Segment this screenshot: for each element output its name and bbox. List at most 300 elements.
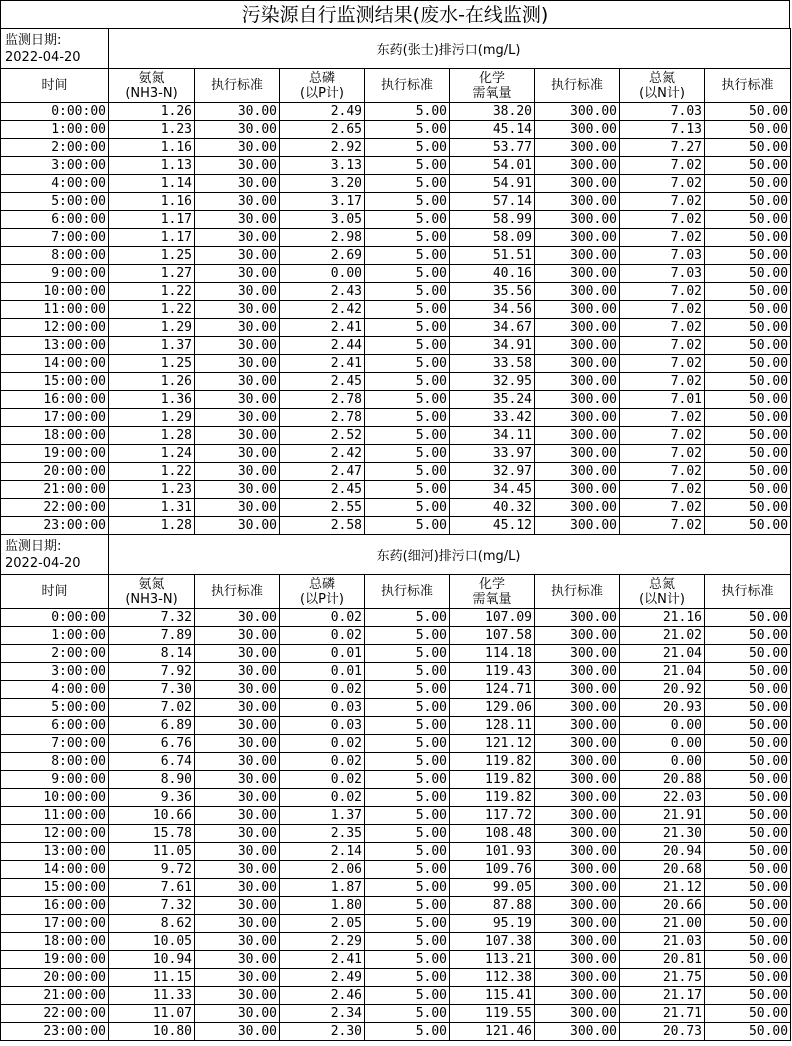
cell-time: 8:00:00 <box>1 247 109 265</box>
table-row <box>1 825 791 843</box>
cell-cod: 34.56 <box>450 301 535 319</box>
table-row <box>1 499 791 517</box>
cell-nh3: 11.33 <box>109 987 195 1005</box>
cell-time: 23:00:00 <box>1 1023 109 1041</box>
cell-std-nh3: 30.00 <box>195 717 280 735</box>
table-row <box>1 445 791 463</box>
monitoring-date-label: 监测日期: <box>5 538 62 554</box>
cell-std-cod: 300.00 <box>535 319 620 337</box>
report-title: 污染源自行监测结果(废水-在线监测) <box>0 0 790 28</box>
cell-tp: 2.35 <box>280 825 365 843</box>
cell-tp: 2.41 <box>280 355 365 373</box>
cell-tp: 2.65 <box>280 121 365 139</box>
cell-std-cod: 300.00 <box>535 951 620 969</box>
cell-nh3: 11.05 <box>109 843 195 861</box>
cell-std-cod: 300.00 <box>535 193 620 211</box>
cell-tp: 0.02 <box>280 753 365 771</box>
cell-cod: 58.09 <box>450 229 535 247</box>
cell-std-cod: 300.00 <box>535 861 620 879</box>
cell-std-cod: 300.00 <box>535 157 620 175</box>
cell-std-cod: 300.00 <box>535 609 620 627</box>
cell-tp: 0.03 <box>280 699 365 717</box>
table-row <box>1 681 791 699</box>
cell-tp: 2.69 <box>280 247 365 265</box>
cell-std-nh3: 30.00 <box>195 427 280 445</box>
cell-tn: 21.03 <box>620 933 705 951</box>
cell-std-tp: 5.00 <box>365 139 450 157</box>
cell-time: 15:00:00 <box>1 879 109 897</box>
cell-tp: 2.42 <box>280 301 365 319</box>
cell-std-nh3: 30.00 <box>195 879 280 897</box>
cell-std-tp: 5.00 <box>365 175 450 193</box>
cell-cod: 128.11 <box>450 717 535 735</box>
col-std-header <box>195 69 280 103</box>
cell-tn: 7.02 <box>620 409 705 427</box>
cell-cod: 53.77 <box>450 139 535 157</box>
table-row <box>1 517 791 535</box>
cell-tp: 2.43 <box>280 283 365 301</box>
cell-std-tn: 50.00 <box>705 987 791 1005</box>
col-nh3-header <box>109 69 195 103</box>
cell-time: 4:00:00 <box>1 681 109 699</box>
cell-tp: 0.02 <box>280 627 365 645</box>
cell-std-nh3: 30.00 <box>195 517 280 535</box>
cell-tn: 21.04 <box>620 663 705 681</box>
cell-time: 10:00:00 <box>1 283 109 301</box>
cell-std-cod: 300.00 <box>535 717 620 735</box>
cell-std-cod: 300.00 <box>535 789 620 807</box>
table-row <box>1 987 791 1005</box>
cell-std-nh3: 30.00 <box>195 609 280 627</box>
cell-nh3: 1.16 <box>109 139 195 157</box>
table-row <box>1 247 791 265</box>
section-header-row <box>1 29 791 69</box>
cell-std-tn: 50.00 <box>705 951 791 969</box>
cell-std-tn: 50.00 <box>705 175 791 193</box>
cell-time: 9:00:00 <box>1 771 109 789</box>
cell-std-tp: 5.00 <box>365 681 450 699</box>
cell-cod: 124.71 <box>450 681 535 699</box>
cell-std-tn: 50.00 <box>705 897 791 915</box>
header-text: 需氧量 <box>472 85 512 101</box>
section-header-row <box>1 535 791 575</box>
header-text: (以P计) <box>300 591 344 607</box>
col-std-header <box>365 575 450 609</box>
cell-std-tn: 50.00 <box>705 355 791 373</box>
cell-std-tn: 50.00 <box>705 1023 791 1041</box>
cell-std-tp: 5.00 <box>365 609 450 627</box>
cell-cod: 33.58 <box>450 355 535 373</box>
cell-std-tn: 50.00 <box>705 463 791 481</box>
table-row <box>1 789 791 807</box>
cell-std-tp: 5.00 <box>365 427 450 445</box>
cell-tn: 21.17 <box>620 987 705 1005</box>
cell-std-tn: 50.00 <box>705 103 791 121</box>
cell-cod: 119.82 <box>450 771 535 789</box>
cell-time: 11:00:00 <box>1 807 109 825</box>
table-row <box>1 753 791 771</box>
col-std-header <box>535 575 620 609</box>
cell-std-cod: 300.00 <box>535 409 620 427</box>
cell-std-tp: 5.00 <box>365 699 450 717</box>
cell-time: 2:00:00 <box>1 139 109 157</box>
cell-time: 13:00:00 <box>1 337 109 355</box>
cell-cod: 35.24 <box>450 391 535 409</box>
outlet-name: 东药(张士)排污口(mg/L) <box>109 29 791 69</box>
cell-std-tn: 50.00 <box>705 609 791 627</box>
cell-tp: 2.41 <box>280 319 365 337</box>
cell-std-nh3: 30.00 <box>195 103 280 121</box>
col-tn-header <box>620 69 705 103</box>
cell-std-nh3: 30.00 <box>195 211 280 229</box>
table-row <box>1 771 791 789</box>
cell-time: 15:00:00 <box>1 373 109 391</box>
cell-std-tn: 50.00 <box>705 427 791 445</box>
cell-std-tp: 5.00 <box>365 391 450 409</box>
cell-tn: 7.02 <box>620 445 705 463</box>
col-std-header <box>195 575 280 609</box>
cell-std-cod: 300.00 <box>535 879 620 897</box>
cell-tn: 21.91 <box>620 807 705 825</box>
cell-std-tp: 5.00 <box>365 951 450 969</box>
cell-std-nh3: 30.00 <box>195 265 280 283</box>
cell-tp: 0.02 <box>280 771 365 789</box>
cell-tp: 2.42 <box>280 445 365 463</box>
cell-time: 7:00:00 <box>1 229 109 247</box>
cell-tn: 7.01 <box>620 391 705 409</box>
header-text: 执行标准 <box>380 584 433 599</box>
cell-tn: 20.88 <box>620 771 705 789</box>
cell-tp: 2.45 <box>280 373 365 391</box>
cell-tn: 20.73 <box>620 1023 705 1041</box>
cell-std-nh3: 30.00 <box>195 933 280 951</box>
cell-nh3: 1.28 <box>109 517 195 535</box>
cell-std-tn: 50.00 <box>705 879 791 897</box>
cell-std-tp: 5.00 <box>365 355 450 373</box>
cell-cod: 115.41 <box>450 987 535 1005</box>
cell-std-cod: 300.00 <box>535 771 620 789</box>
table-row <box>1 265 791 283</box>
cell-nh3: 10.05 <box>109 933 195 951</box>
cell-std-tp: 5.00 <box>365 897 450 915</box>
cell-tn: 7.03 <box>620 247 705 265</box>
cell-nh3: 7.32 <box>109 609 195 627</box>
cell-nh3: 1.23 <box>109 481 195 499</box>
cell-time: 20:00:00 <box>1 463 109 481</box>
cell-std-tp: 5.00 <box>365 753 450 771</box>
cell-std-cod: 300.00 <box>535 517 620 535</box>
cell-cod: 121.12 <box>450 735 535 753</box>
table-row <box>1 807 791 825</box>
cell-std-tn: 50.00 <box>705 771 791 789</box>
cell-tn: 20.93 <box>620 699 705 717</box>
cell-std-tp: 5.00 <box>365 771 450 789</box>
cell-std-tp: 5.00 <box>365 499 450 517</box>
cell-time: 18:00:00 <box>1 427 109 445</box>
cell-std-nh3: 30.00 <box>195 735 280 753</box>
cell-std-cod: 300.00 <box>535 445 620 463</box>
cell-time: 13:00:00 <box>1 843 109 861</box>
cell-nh3: 1.17 <box>109 229 195 247</box>
cell-time: 21:00:00 <box>1 987 109 1005</box>
cell-cod: 40.32 <box>450 499 535 517</box>
table-row <box>1 915 791 933</box>
cell-tp: 2.06 <box>280 861 365 879</box>
cell-time: 22:00:00 <box>1 499 109 517</box>
table-row <box>1 735 791 753</box>
cell-nh3: 1.29 <box>109 409 195 427</box>
cell-std-nh3: 30.00 <box>195 157 280 175</box>
table-row <box>1 717 791 735</box>
cell-cod: 121.46 <box>450 1023 535 1041</box>
cell-cod: 112.38 <box>450 969 535 987</box>
monitoring-date-label: 监测日期: <box>5 32 62 48</box>
cell-tp: 1.87 <box>280 879 365 897</box>
cell-cod: 38.20 <box>450 103 535 121</box>
cell-tp: 2.58 <box>280 517 365 535</box>
cell-std-tn: 50.00 <box>705 663 791 681</box>
table-row <box>1 663 791 681</box>
cell-tp: 2.49 <box>280 969 365 987</box>
cell-tn: 7.02 <box>620 337 705 355</box>
cell-tp: 0.01 <box>280 663 365 681</box>
cell-std-cod: 300.00 <box>535 843 620 861</box>
cell-std-tn: 50.00 <box>705 391 791 409</box>
table-body <box>1 29 791 1041</box>
header-text: 执行标准 <box>210 78 263 93</box>
header-text: (NH3-N) <box>125 591 178 607</box>
cell-cod: 54.01 <box>450 157 535 175</box>
cell-tn: 20.94 <box>620 843 705 861</box>
cell-tn: 20.68 <box>620 861 705 879</box>
cell-std-cod: 300.00 <box>535 627 620 645</box>
cell-std-tn: 50.00 <box>705 681 791 699</box>
cell-std-cod: 300.00 <box>535 645 620 663</box>
cell-std-tn: 50.00 <box>705 861 791 879</box>
cell-std-cod: 300.00 <box>535 915 620 933</box>
cell-nh3: 6.89 <box>109 717 195 735</box>
cell-tp: 2.44 <box>280 337 365 355</box>
header-text: 执行标准 <box>210 584 263 599</box>
cell-cod: 107.38 <box>450 933 535 951</box>
cell-tp: 1.80 <box>280 897 365 915</box>
cell-tp: 3.13 <box>280 157 365 175</box>
cell-tn: 21.04 <box>620 645 705 663</box>
table-row <box>1 463 791 481</box>
table-row <box>1 175 791 193</box>
cell-std-nh3: 30.00 <box>195 247 280 265</box>
cell-cod: 108.48 <box>450 825 535 843</box>
cell-cod: 107.09 <box>450 609 535 627</box>
cell-cod: 101.93 <box>450 843 535 861</box>
cell-time: 16:00:00 <box>1 897 109 915</box>
cell-nh3: 7.92 <box>109 663 195 681</box>
cell-std-nh3: 30.00 <box>195 373 280 391</box>
cell-time: 14:00:00 <box>1 861 109 879</box>
cell-nh3: 1.29 <box>109 319 195 337</box>
cell-cod: 95.19 <box>450 915 535 933</box>
cell-std-nh3: 30.00 <box>195 301 280 319</box>
header-text: 总磷 <box>308 70 335 86</box>
cell-std-tp: 5.00 <box>365 825 450 843</box>
cell-std-tp: 5.00 <box>365 627 450 645</box>
cell-time: 12:00:00 <box>1 825 109 843</box>
cell-std-tn: 50.00 <box>705 265 791 283</box>
table-row <box>1 609 791 627</box>
cell-nh3: 1.14 <box>109 175 195 193</box>
cell-time: 3:00:00 <box>1 157 109 175</box>
cell-nh3: 1.28 <box>109 427 195 445</box>
cell-std-tp: 5.00 <box>365 807 450 825</box>
table-row <box>1 121 791 139</box>
cell-std-cod: 300.00 <box>535 499 620 517</box>
cell-time: 6:00:00 <box>1 717 109 735</box>
table-row <box>1 157 791 175</box>
cell-std-cod: 300.00 <box>535 735 620 753</box>
table-row <box>1 951 791 969</box>
cell-std-tn: 50.00 <box>705 283 791 301</box>
cell-nh3: 1.22 <box>109 463 195 481</box>
cell-time: 6:00:00 <box>1 211 109 229</box>
cell-std-nh3: 30.00 <box>195 987 280 1005</box>
cell-tn: 7.27 <box>620 139 705 157</box>
cell-std-nh3: 30.00 <box>195 681 280 699</box>
table-row <box>1 103 791 121</box>
table-row <box>1 427 791 445</box>
cell-tp: 2.46 <box>280 987 365 1005</box>
cell-tp: 2.92 <box>280 139 365 157</box>
cell-time: 4:00:00 <box>1 175 109 193</box>
cell-std-nh3: 30.00 <box>195 283 280 301</box>
cell-std-cod: 300.00 <box>535 1023 620 1041</box>
cell-cod: 117.72 <box>450 807 535 825</box>
cell-std-tn: 50.00 <box>705 409 791 427</box>
header-text: (以P计) <box>300 85 344 101</box>
cell-tn: 7.02 <box>620 463 705 481</box>
table-row <box>1 373 791 391</box>
monitoring-date-value: 2022-04-20 <box>5 555 81 571</box>
cell-tp: 0.02 <box>280 735 365 753</box>
cell-std-nh3: 30.00 <box>195 481 280 499</box>
table-row <box>1 301 791 319</box>
header-text: 执行标准 <box>550 78 603 93</box>
cell-std-tp: 5.00 <box>365 861 450 879</box>
cell-std-nh3: 30.00 <box>195 645 280 663</box>
cell-std-cod: 300.00 <box>535 121 620 139</box>
cell-cod: 113.21 <box>450 951 535 969</box>
cell-cod: 32.95 <box>450 373 535 391</box>
cell-tn: 21.02 <box>620 627 705 645</box>
cell-std-tn: 50.00 <box>705 789 791 807</box>
cell-std-tn: 50.00 <box>705 373 791 391</box>
cell-tp: 0.02 <box>280 681 365 699</box>
cell-std-tp: 5.00 <box>365 969 450 987</box>
cell-std-nh3: 30.00 <box>195 753 280 771</box>
cell-std-tp: 5.00 <box>365 481 450 499</box>
header-text: (NH3-N) <box>125 85 178 101</box>
cell-std-tp: 5.00 <box>365 915 450 933</box>
cell-std-tn: 50.00 <box>705 481 791 499</box>
cell-nh3: 1.26 <box>109 373 195 391</box>
cell-cod: 119.82 <box>450 789 535 807</box>
table-row <box>1 229 791 247</box>
cell-time: 17:00:00 <box>1 915 109 933</box>
cell-std-tn: 50.00 <box>705 807 791 825</box>
cell-time: 5:00:00 <box>1 699 109 717</box>
cell-tp: 0.03 <box>280 717 365 735</box>
cell-std-cod: 300.00 <box>535 229 620 247</box>
cell-nh3: 1.13 <box>109 157 195 175</box>
cell-std-nh3: 30.00 <box>195 409 280 427</box>
cell-cod: 45.14 <box>450 121 535 139</box>
cell-tn: 20.92 <box>620 681 705 699</box>
cell-tp: 2.98 <box>280 229 365 247</box>
header-text: 执行标准 <box>721 584 774 599</box>
cell-nh3: 7.61 <box>109 879 195 897</box>
cell-cod: 107.58 <box>450 627 535 645</box>
cell-std-nh3: 30.00 <box>195 969 280 987</box>
cell-std-tn: 50.00 <box>705 121 791 139</box>
outlet-name: 东药(细河)排污口(mg/L) <box>109 535 791 575</box>
cell-std-nh3: 30.00 <box>195 843 280 861</box>
cell-tp: 2.52 <box>280 427 365 445</box>
cell-std-nh3: 30.00 <box>195 771 280 789</box>
cell-std-tp: 5.00 <box>365 247 450 265</box>
cell-tn: 7.02 <box>620 229 705 247</box>
cell-std-cod: 300.00 <box>535 753 620 771</box>
table-row <box>1 879 791 897</box>
cell-cod: 119.55 <box>450 1005 535 1023</box>
cell-time: 14:00:00 <box>1 355 109 373</box>
cell-tn: 7.02 <box>620 427 705 445</box>
cell-cod: 35.56 <box>450 283 535 301</box>
cell-tn: 7.03 <box>620 103 705 121</box>
table-row <box>1 933 791 951</box>
cell-tn: 7.02 <box>620 211 705 229</box>
cell-cod: 129.06 <box>450 699 535 717</box>
header-text: 氨氮 <box>138 576 165 592</box>
cell-tp: 3.05 <box>280 211 365 229</box>
cell-cod: 99.05 <box>450 879 535 897</box>
cell-std-tp: 5.00 <box>365 1023 450 1041</box>
header-text: 总磷 <box>308 576 335 592</box>
cell-std-cod: 300.00 <box>535 175 620 193</box>
cell-std-tp: 5.00 <box>365 645 450 663</box>
cell-std-tp: 5.00 <box>365 735 450 753</box>
cell-std-cod: 300.00 <box>535 139 620 157</box>
cell-tp: 2.55 <box>280 499 365 517</box>
header-text: 时间 <box>41 78 68 93</box>
cell-std-nh3: 30.00 <box>195 355 280 373</box>
header-text: 时间 <box>41 584 68 599</box>
cell-std-cod: 300.00 <box>535 463 620 481</box>
cell-tn: 20.81 <box>620 951 705 969</box>
table-row <box>1 139 791 157</box>
cell-cod: 114.18 <box>450 645 535 663</box>
table-row <box>1 211 791 229</box>
cell-tn: 7.02 <box>620 193 705 211</box>
cell-nh3: 6.76 <box>109 735 195 753</box>
cell-nh3: 7.89 <box>109 627 195 645</box>
cell-tn: 0.00 <box>620 753 705 771</box>
cell-nh3: 15.78 <box>109 825 195 843</box>
table-row <box>1 409 791 427</box>
cell-tp: 2.34 <box>280 1005 365 1023</box>
cell-tp: 0.02 <box>280 609 365 627</box>
cell-std-tp: 5.00 <box>365 157 450 175</box>
cell-std-tp: 5.00 <box>365 229 450 247</box>
cell-tp: 1.37 <box>280 807 365 825</box>
